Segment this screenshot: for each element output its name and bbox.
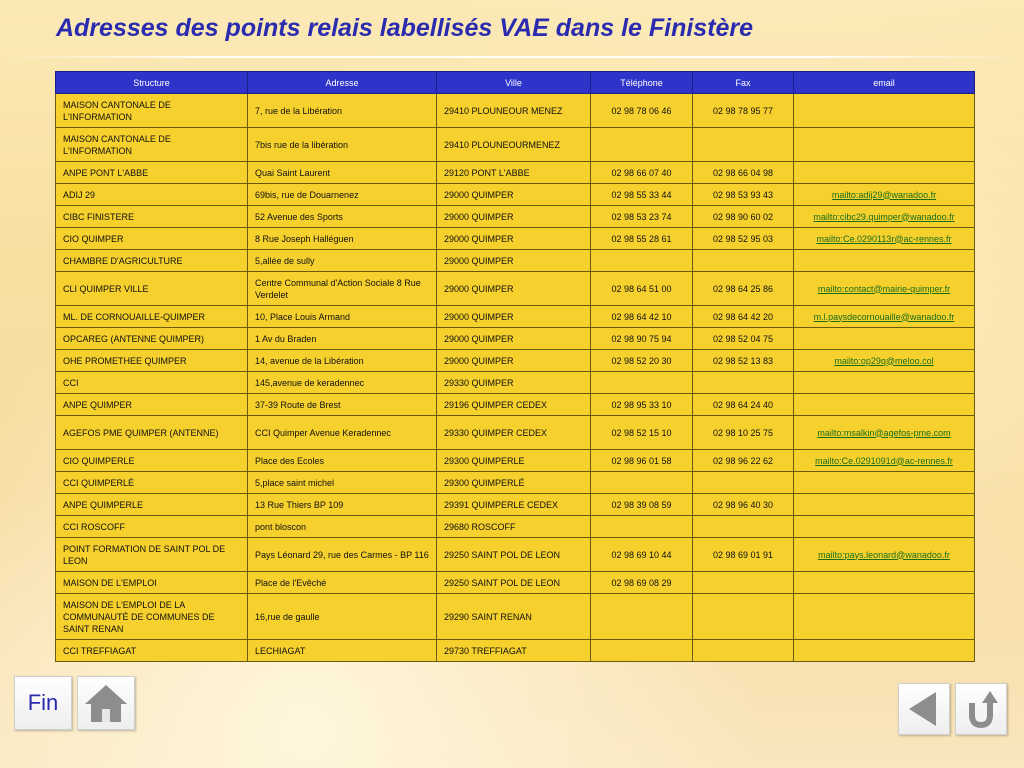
city-cell: 29680 ROSCOFF <box>437 516 591 538</box>
phone-cell: 02 98 64 51 00 <box>591 272 693 306</box>
city-cell: 29300 QUIMPERLE <box>437 450 591 472</box>
relay-points-table <box>55 71 975 662</box>
fax-cell: 02 98 90 60 02 <box>693 206 794 228</box>
table-row <box>56 128 975 162</box>
structure-cell: CIO QUIMPERLE <box>56 450 248 472</box>
table-row <box>56 472 975 494</box>
structure-cell: OHE PROMETHEE QUIMPER <box>56 350 248 372</box>
city-cell: 29000 QUIMPER <box>437 206 591 228</box>
address-cell: 1 Av du Braden <box>248 328 437 350</box>
email-cell <box>794 162 975 184</box>
email-link[interactable]: mailto:op29q@meloo.col <box>834 355 934 366</box>
phone-cell <box>591 372 693 394</box>
city-cell: 29000 QUIMPER <box>437 328 591 350</box>
phone-cell <box>591 640 693 662</box>
column-header: Fax <box>693 72 794 94</box>
email-cell <box>794 572 975 594</box>
table-row <box>56 538 975 572</box>
city-cell: 29290 SAINT RENAN <box>437 594 591 640</box>
email-link[interactable]: mailto:contact@mairie-quimper.fr <box>817 283 951 294</box>
address-cell: Place des Ecoles <box>248 450 437 472</box>
email-cell <box>794 394 975 416</box>
structure-cell: ANPE PONT L'ABBE <box>56 162 248 184</box>
structure-cell: CLI QUIMPER VILLE <box>56 272 248 306</box>
address-cell: 14, avenue de la Libération <box>248 350 437 372</box>
phone-cell: 02 98 90 75 94 <box>591 328 693 350</box>
phone-cell <box>591 250 693 272</box>
phone-cell: 02 98 96 01 58 <box>591 450 693 472</box>
address-cell: 16,rue de gaulle <box>248 594 437 640</box>
table-row <box>56 594 975 640</box>
table-row <box>56 94 975 128</box>
fax-cell: 02 98 96 40 30 <box>693 494 794 516</box>
email-cell <box>794 184 975 206</box>
fax-cell <box>693 640 794 662</box>
structure-cell: POINT FORMATION DE SAINT POL DE LEON <box>56 538 248 572</box>
city-cell: 29250 SAINT POL DE LEON <box>437 572 591 594</box>
email-cell <box>794 640 975 662</box>
fax-cell <box>693 594 794 640</box>
fax-cell <box>693 128 794 162</box>
structure-cell: CIO QUIMPER <box>56 228 248 250</box>
table-row <box>56 328 975 350</box>
fax-cell <box>693 516 794 538</box>
city-cell: 29410 PLOUNEOURMENEZ <box>437 128 591 162</box>
phone-cell: 02 98 69 08 29 <box>591 572 693 594</box>
column-header: email <box>794 72 975 94</box>
city-cell: 29330 QUIMPER CEDEX <box>437 416 591 450</box>
fax-cell: 02 98 10 25 75 <box>693 416 794 450</box>
column-header: Structure <box>56 72 248 94</box>
fax-cell <box>693 472 794 494</box>
structure-cell: CCI TREFFIAGAT <box>56 640 248 662</box>
city-cell: 29000 QUIMPER <box>437 350 591 372</box>
page-title: Adresses des points relais labellisés VAE dans le Finistère <box>56 14 754 42</box>
fax-cell: 02 98 69 01 91 <box>693 538 794 572</box>
return-button[interactable] <box>955 683 1007 735</box>
phone-cell <box>591 594 693 640</box>
email-cell <box>794 228 975 250</box>
email-cell <box>794 594 975 640</box>
email-link[interactable]: mailto:Ce.0290113r@ac-rennes.fr <box>816 233 952 244</box>
table-row <box>56 184 975 206</box>
return-arrow-icon <box>961 689 1001 729</box>
fax-cell <box>693 572 794 594</box>
phone-cell <box>591 128 693 162</box>
city-cell: 29410 PLOUNEOUR MENEZ <box>437 94 591 128</box>
phone-cell: 02 98 95 33 10 <box>591 394 693 416</box>
fax-cell: 02 98 52 13 83 <box>693 350 794 372</box>
email-cell <box>794 350 975 372</box>
fin-label: Fin <box>27 690 59 715</box>
structure-cell: AGEFOS PME QUIMPER (ANTENNE) <box>56 416 248 450</box>
phone-cell: 02 98 64 42 10 <box>591 306 693 328</box>
email-link[interactable]: mailto:cibc29.quimper@wanadoo.fr <box>813 211 955 222</box>
structure-cell: MAISON DE L'EMPLOI <box>56 572 248 594</box>
table-row <box>56 306 975 328</box>
address-cell: Pays Léonard 29, rue des Carmes - BP 116 <box>248 538 437 572</box>
fax-cell <box>693 250 794 272</box>
fin-button[interactable] <box>14 676 72 730</box>
address-cell: 7bis rue de la libération <box>248 128 437 162</box>
email-cell <box>794 538 975 572</box>
table-row <box>56 162 975 184</box>
address-cell: Place de l'Evêché <box>248 572 437 594</box>
city-cell: 29730 TREFFIAGAT <box>437 640 591 662</box>
fax-cell: 02 98 53 93 43 <box>693 184 794 206</box>
table-row <box>56 494 975 516</box>
table-header-row <box>56 72 975 94</box>
phone-cell: 02 98 52 15 10 <box>591 416 693 450</box>
city-cell: 29000 QUIMPER <box>437 272 591 306</box>
city-cell: 29120 PONT L'ABBE <box>437 162 591 184</box>
city-cell: 29000 QUIMPER <box>437 184 591 206</box>
structure-cell: ANPE QUIMPERLE <box>56 494 248 516</box>
city-cell: 29196 QUIMPER CEDEX <box>437 394 591 416</box>
structure-cell: ANPE QUIMPER <box>56 394 248 416</box>
table-row <box>56 350 975 372</box>
email-link[interactable]: m.l.paysdecornouaille@wanadoo.fr <box>813 311 955 322</box>
table-row <box>56 416 975 450</box>
email-cell <box>794 372 975 394</box>
city-cell: 29000 QUIMPER <box>437 250 591 272</box>
structure-cell: ML. DE CORNOUAILLE-QUIMPER <box>56 306 248 328</box>
phone-cell <box>591 472 693 494</box>
address-cell: pont bloscon <box>248 516 437 538</box>
address-cell: 52 Avenue des Sports <box>248 206 437 228</box>
city-cell: 29391 QUIMPERLE CEDEX <box>437 494 591 516</box>
email-cell <box>794 472 975 494</box>
fax-cell: 02 98 66 04 98 <box>693 162 794 184</box>
email-cell <box>794 306 975 328</box>
email-cell <box>794 250 975 272</box>
address-cell: Quai Saint Laurent <box>248 162 437 184</box>
table-row <box>56 250 975 272</box>
column-header: Adresse <box>248 72 437 94</box>
phone-cell: 02 98 78 06 46 <box>591 94 693 128</box>
table-row <box>56 272 975 306</box>
phone-cell: 02 98 53 23 74 <box>591 206 693 228</box>
address-cell: 145,avenue de keradennec <box>248 372 437 394</box>
back-arrow-icon <box>904 689 944 729</box>
phone-cell: 02 98 52 20 30 <box>591 350 693 372</box>
address-cell: Centre Communal d'Action Sociale 8 Rue Verdelet <box>248 272 437 306</box>
home-icon <box>82 682 130 724</box>
phone-cell: 02 98 55 28 61 <box>591 228 693 250</box>
email-link[interactable]: mailto:msalkin@agefos-pme.com <box>817 427 951 438</box>
email-cell <box>794 450 975 472</box>
email-cell <box>794 494 975 516</box>
city-cell: 29000 QUIMPER <box>437 228 591 250</box>
email-cell <box>794 206 975 228</box>
home-button[interactable] <box>77 676 135 730</box>
fax-cell: 02 98 78 95 77 <box>693 94 794 128</box>
email-cell <box>794 94 975 128</box>
structure-cell: MAISON DE L'EMPLOI DE LA COMMUNAUTÉ DE COMMUNES DE SAINT RENAN <box>56 594 248 640</box>
structure-cell: OPCAREG (ANTENNE QUIMPER) <box>56 328 248 350</box>
address-cell: 69bis, rue de Douarnenez <box>248 184 437 206</box>
fax-cell: 02 98 52 04 75 <box>693 328 794 350</box>
email-cell <box>794 516 975 538</box>
table-row <box>56 640 975 662</box>
table-row <box>56 572 975 594</box>
address-cell: 8 Rue Joseph Halléguen <box>248 228 437 250</box>
email-link[interactable]: mailto:Ce.0291091d@ac-rennes.fr <box>815 455 953 466</box>
table-row <box>56 372 975 394</box>
city-cell: 29000 QUIMPER <box>437 306 591 328</box>
column-header: Ville <box>437 72 591 94</box>
structure-cell: MAISON CANTONALE DE L'INFORMATION <box>56 94 248 128</box>
phone-cell: 02 98 39 08 59 <box>591 494 693 516</box>
address-cell: 5,place saint michel <box>248 472 437 494</box>
table-row <box>56 228 975 250</box>
structure-cell: CCI ROSCOFF <box>56 516 248 538</box>
fax-cell: 02 98 64 24 40 <box>693 394 794 416</box>
phone-cell: 02 98 66 07 40 <box>591 162 693 184</box>
structure-cell: CHAMBRE D'AGRICULTURE <box>56 250 248 272</box>
email-cell <box>794 128 975 162</box>
fax-cell <box>693 372 794 394</box>
email-cell <box>794 328 975 350</box>
email-cell <box>794 272 975 306</box>
email-cell <box>794 416 975 450</box>
address-cell: CCI Quimper Avenue Keradennec <box>248 416 437 450</box>
table-row <box>56 206 975 228</box>
address-cell: 37-39 Route de Brest <box>248 394 437 416</box>
email-link[interactable]: mailto:adij29@wanadoo.fr <box>831 189 937 200</box>
city-cell: 29250 SAINT POL DE LEON <box>437 538 591 572</box>
structure-cell: MAISON CANTONALE DE L'INFORMATION <box>56 128 248 162</box>
fax-cell: 02 98 96 22 62 <box>693 450 794 472</box>
fax-cell: 02 98 64 25 86 <box>693 272 794 306</box>
city-cell: 29330 QUIMPER <box>437 372 591 394</box>
table-row <box>56 450 975 472</box>
table-row <box>56 516 975 538</box>
email-link[interactable]: mailto:pays.leonard@wanadoo.fr <box>818 549 950 560</box>
back-button[interactable] <box>898 683 950 735</box>
column-header: Téléphone <box>591 72 693 94</box>
address-cell: 13 Rue Thiers BP 109 <box>248 494 437 516</box>
phone-cell <box>591 516 693 538</box>
structure-cell: CCI QUIMPERLÉ <box>56 472 248 494</box>
fax-cell: 02 98 52 95 03 <box>693 228 794 250</box>
structure-cell: CCI <box>56 372 248 394</box>
fax-cell: 02 98 64 42 20 <box>693 306 794 328</box>
phone-cell: 02 98 69 10 44 <box>591 538 693 572</box>
address-cell: 5,allée de sully <box>248 250 437 272</box>
title-divider <box>0 56 1024 58</box>
phone-cell: 02 98 55 33 44 <box>591 184 693 206</box>
address-cell: 10, Place Louis Armand <box>248 306 437 328</box>
address-cell: LECHIAGAT <box>248 640 437 662</box>
city-cell: 29300 QUIMPERLÉ <box>437 472 591 494</box>
address-cell: 7, rue de la Libération <box>248 94 437 128</box>
table-row <box>56 394 975 416</box>
structure-cell: CIBC FINISTERE <box>56 206 248 228</box>
structure-cell: ADIJ 29 <box>56 184 248 206</box>
